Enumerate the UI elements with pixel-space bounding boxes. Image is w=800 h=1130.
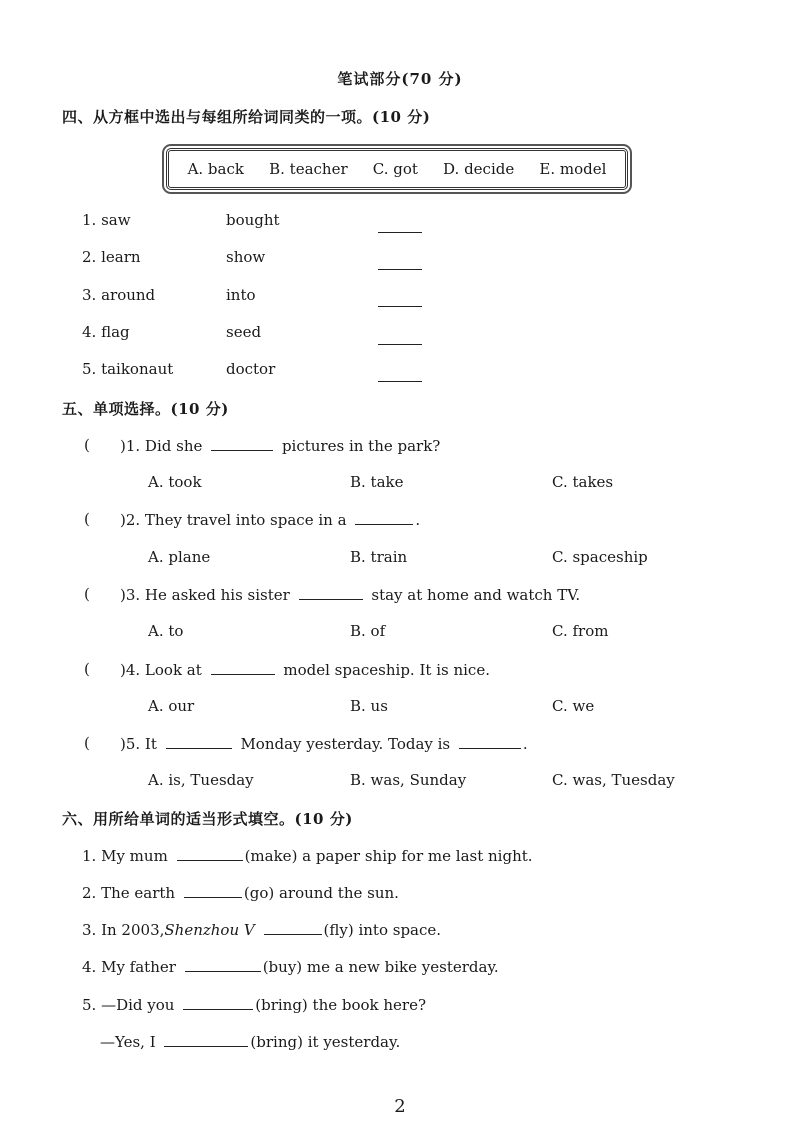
s4-row1-word2: bought [226,211,280,229]
s4-row3-answer-blank[interactable] [378,292,422,307]
q1-blank[interactable] [211,436,273,451]
q2-text: )2. They travel into space in a [120,511,347,529]
s6-item-3 [82,920,441,939]
q2-option-b: B. train [350,548,408,566]
q2-stem [120,510,420,529]
option-e: E. model [539,160,607,178]
q4-text: )4. Look at [120,661,202,679]
s4-row3-word1: 3. around [82,286,156,304]
s6-item-5b-pre: —Yes, I [100,1033,156,1051]
s6-item-5 [82,995,426,1014]
s6-item-4-blank[interactable] [185,957,261,972]
s4-row5-word1: 5. taikonaut [82,360,174,378]
option-b: B. teacher [269,160,348,178]
option-a: A. back [187,160,244,178]
s6-item-1 [82,846,533,865]
q1-option-b: B. take [350,473,404,491]
s6-item-4-pre: 4. My father [82,958,176,976]
s4-row5-answer-blank[interactable] [378,367,422,382]
s6-item-5b-blank[interactable] [164,1032,248,1047]
q4-stem [120,660,490,679]
s4-row3-word2: into [226,286,256,304]
q5-stem [120,734,528,753]
q3-paren: ( [84,585,90,603]
word-options-box [166,148,628,190]
q5-blank-1[interactable] [166,734,232,749]
q2-text-after: . [415,511,421,529]
s6-item-1-pre: 1. My mum [82,847,168,865]
q5-blank-2[interactable] [459,734,521,749]
q4-option-b: B. us [350,697,388,715]
q1-option-c: C. takes [552,473,614,491]
q3-option-a: A. to [148,622,184,640]
s6-item-2-post: (go) around the sun. [243,884,399,902]
q3-option-b: B. of [350,622,386,640]
q1-text-after: pictures in the park? [281,437,441,455]
s4-row2-word2: show [226,248,266,266]
q3-text: )3. He asked his sister [120,586,290,604]
s4-row4-word1: 4. flag [82,323,130,341]
s6-item-1-post: (make) a paper ship for me last night. [244,847,533,865]
section-5-heading: 五、单项选择。(10 分) [62,400,229,418]
option-c: C. got [372,160,418,178]
q4-option-a: A. our [148,697,195,715]
q5-option-c: C. was, Tuesday [552,771,675,789]
page-title: 笔试部分(70 分) [337,70,463,88]
q2-option-c: C. spaceship [552,548,648,566]
q5-text-mid: Monday yesterday. Today is [240,735,451,753]
q5-option-a: A. is, Tuesday [148,771,254,789]
q2-paren: ( [84,510,90,528]
s6-item-5-answer [100,1032,400,1051]
q3-blank[interactable] [299,585,363,600]
s6-item-2-blank[interactable] [184,883,242,898]
s4-row5-word2: doctor [226,360,276,378]
q3-stem [120,585,580,604]
q5-text: )5. It [120,735,157,753]
s6-item-3-blank[interactable] [264,920,322,935]
s4-row2-word1: 2. learn [82,248,141,266]
s4-row1-answer-blank[interactable] [378,218,422,233]
s6-item-5b-post: (bring) it yesterday. [250,1033,401,1051]
q5-text-after: . [522,735,528,753]
q1-option-a: A. took [148,473,202,491]
q4-option-c: C. we [552,697,595,715]
s6-item-2 [82,883,399,902]
s4-row4-answer-blank[interactable] [378,330,422,345]
s6-item-1-blank[interactable] [177,846,243,861]
q1-stem [120,436,440,455]
q3-text-after: stay at home and watch TV. [371,586,581,604]
q4-paren: ( [84,660,90,678]
section-4-heading: 四、从方框中选出与每组所给词同类的一项。(10 分) [62,108,431,126]
q3-option-c: C. from [552,622,609,640]
q1-paren: ( [84,436,90,454]
q4-text-after: model spaceship. It is nice. [283,661,490,679]
option-d: D. decide [443,160,515,178]
q5-option-b: B. was, Sunday [350,771,467,789]
q5-paren: ( [84,734,90,752]
s6-item-5-blank[interactable] [183,995,253,1010]
s6-item-3-post: (fly) into space. [323,921,442,939]
section-6-heading: 六、用所给单词的适当形式填空。(10 分) [62,810,353,828]
s6-item-5-post: (bring) the book here? [255,996,427,1014]
page-number: 2 [394,1096,406,1117]
s4-row2-answer-blank[interactable] [378,255,422,270]
s4-row4-word2: seed [226,323,262,341]
q1-text: )1. Did she [120,437,203,455]
s4-row1-word1: 1. saw [82,211,131,229]
s6-item-3-pre: 3. In 2003, [82,921,165,939]
s6-item-2-pre: 2. The earth [82,884,176,902]
q4-blank[interactable] [211,660,275,675]
s6-item-4-post: (buy) me a new bike yesterday. [262,958,499,976]
q2-option-a: A. plane [148,548,211,566]
s6-item-5-pre: 5. —Did you [82,996,175,1014]
s6-item-4 [82,957,499,976]
s6-item-3-italic: Shenzhou V [164,921,255,939]
q2-blank[interactable] [355,510,413,525]
